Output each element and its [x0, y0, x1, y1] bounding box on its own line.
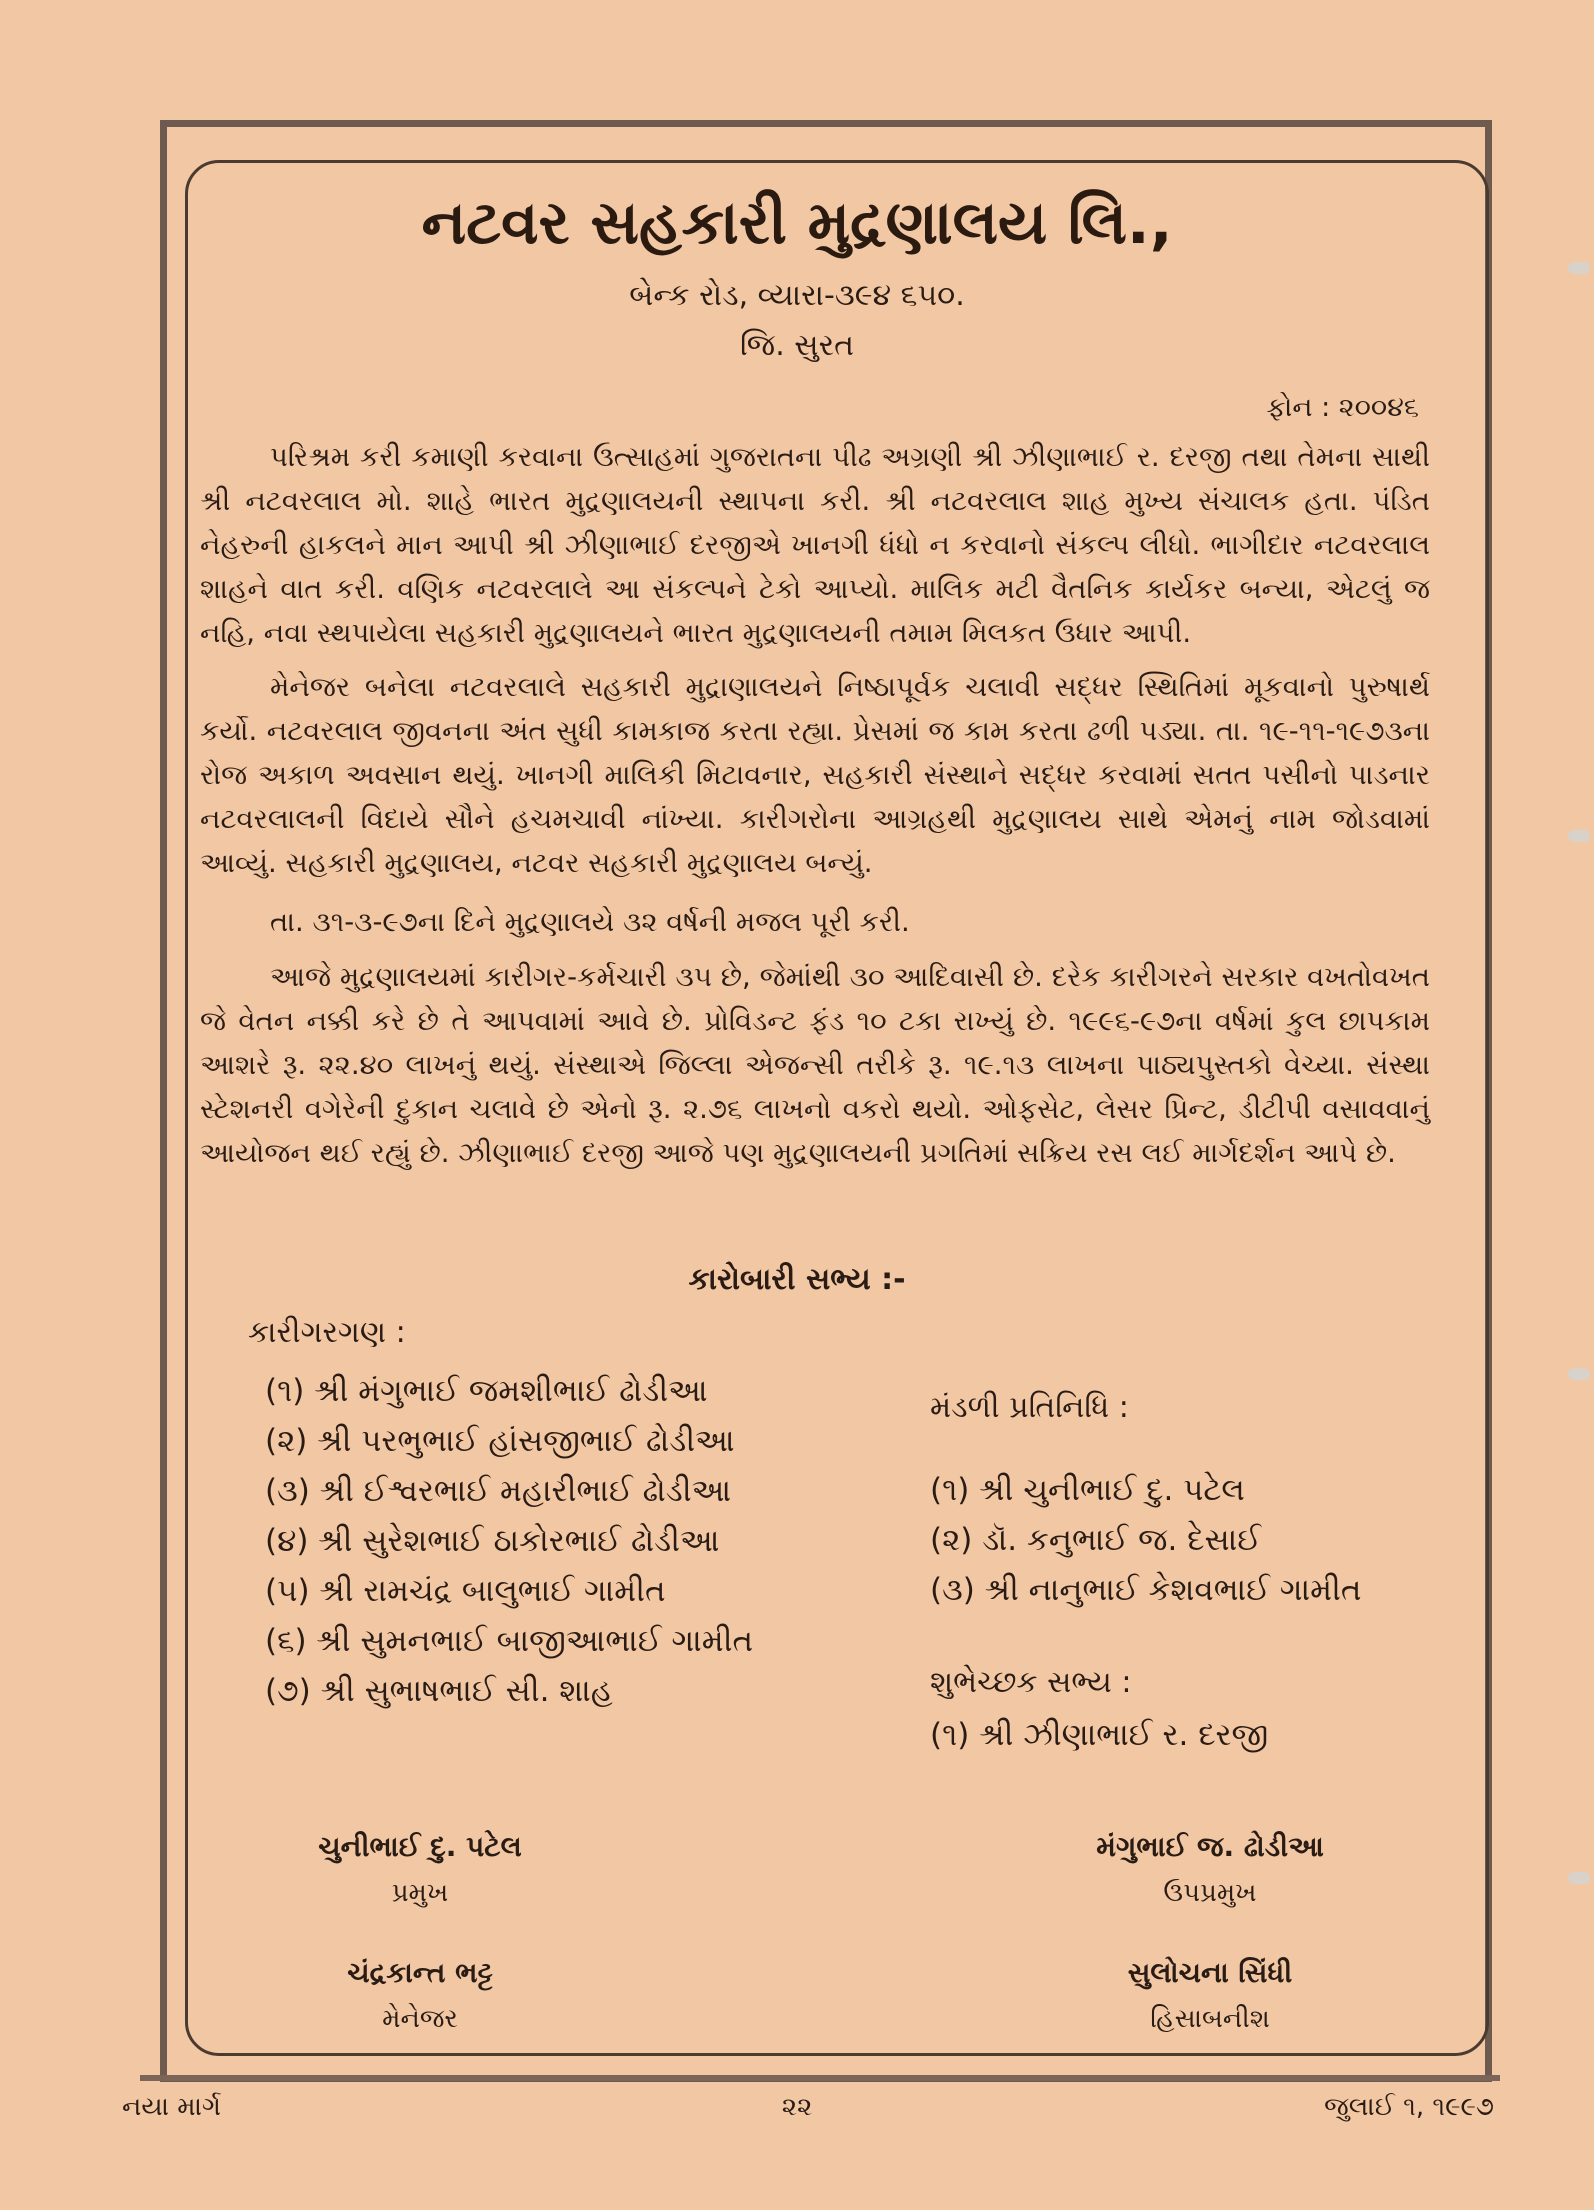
- organization-address: બેન્ક રોડ, વ્યારા-૩૯૪ ૬૫૦.: [629, 278, 965, 313]
- signatory-title: મેનેજર: [382, 2004, 458, 2034]
- staple-mark: [1568, 1368, 1590, 1380]
- society-representatives-list: [930, 1465, 1361, 1615]
- organization-title: નટવર સહકારી મુદ્રણાલય લિ.,: [421, 188, 1173, 258]
- signatory-president: [240, 1824, 600, 1916]
- phone-number: ફોન : ૨૦૦૪૬: [1266, 392, 1419, 423]
- milestone-paragraph: તા. ૩૧-૩-૯૭ના દિને મુદ્રણાલયે ૩૨ વર્ષની મજલ પૂરી કરી.: [270, 906, 910, 938]
- wellwisher-heading: શુભેચ્છક સભ્ય :: [930, 1665, 1132, 1700]
- footer-rule: [140, 2075, 1500, 2081]
- list-item: (૩) શ્રી નાનુભાઈ કેશવભાઈ ગામીત: [930, 1572, 1362, 1608]
- executive-members-heading: કારોબારી સભ્ય :-: [688, 1262, 906, 1297]
- history-paragraph: મેનેજર બનેલા નટવરલાલે સહકારી મુદ્રાણાલયને નિષ્ઠાપૂર્વક ચલાવી સદ્ધર સ્થિતિમાં મૂકવાનો પુરુષાર્થ કર્યો. નટવરલાલ જીવનના અંત સુધી કામકાજ કરતા રહ્યા. પ્રેસમાં જ કામ કરતા ઢળી પડ્યા. તા. ૧૯-૧૧-૧૯૭૩ના રોજ અકાળ અવસાન થયું. ખાનગી માલિકી મિટાવનાર, સહકારી સંસ્થાને સદ્ધર કરવામાં સતત પસીનો પાડનાર નટવરલાલની વિદાયે સૌને હચમચાવી નાંખ્યા. કારીગરોના આગ્રહથી મુદ્રણાલય સાથે એમનું નામ જોડવામાં આવ્યું. સહકારી મુદ્રણાલય, નટવર સહકારી મુદ્રણાલય બન્યું.: [200, 671, 1430, 879]
- signatory-name: સુલોચના સિંધી: [1127, 1956, 1293, 1989]
- workers-list: [265, 1366, 753, 1716]
- history-paragraph: પરિશ્રમ કરી કમાણી કરવાના ઉત્સાહમાં ગુજરાતના પીઢ અગ્રણી શ્રી ઝીણાભાઈ ર. દરજી તથા તેમના સાથી શ્રી નટવરલાલ મો. શાહે ભારત મુદ્રણાલયની સ્થાપના કરી. શ્રી નટવરલાલ શાહ મુખ્ય સંચાલક હતા. પંડિત નેહરુની હાકલને માન આપી શ્રી ઝીણાભાઈ દરજીએ ખાનગી ધંધો ન કરવાનો સંકલ્પ લીધો. ભાગીદાર નટવરલાલ શાહને વાત કરી. વણિક નટવરલાલે આ સંકલ્પને ટેકો આપ્યો. માલિક મટી વૈતનિક કાર્યકર બન્યા, એટલું જ નહિ, નવા સ્થપાયેલા સહકારી મુદ્રણાલયને ભારત મુદ્રણાલયની તમામ મિલકત ઉધાર આપી.: [200, 441, 1430, 649]
- signatory-name: મંગુભાઈ જ. ઢોડીઆ: [1096, 1830, 1324, 1863]
- signatory-name: ચંદ્રકાન્ત ભટ્ટ: [347, 1956, 493, 1989]
- society-representatives-heading: મંડળી પ્રતિનિધિ :: [930, 1390, 1129, 1425]
- list-item: (૨) ડૉ. કનુભાઈ જ. દેસાઈ: [930, 1522, 1262, 1558]
- wellwisher-list: [930, 1710, 1268, 1760]
- signatory-title: હિસાબનીશ: [1150, 2004, 1270, 2034]
- publication-name: નયા માર્ગ: [122, 2092, 222, 2122]
- signatory-vice-president: [1030, 1824, 1390, 1916]
- list-item: (૭) શ્રી સુભાષભાઈ સી. શાહ: [265, 1673, 613, 1709]
- list-item: (૩) શ્રી ઈશ્વરભાઈ મહારીભાઈ ઢોડીઆ: [265, 1473, 732, 1509]
- signatory-manager: [240, 1950, 600, 2042]
- staple-mark: [1568, 1872, 1590, 1884]
- organization-district: જિ. સુરત: [740, 328, 854, 363]
- list-item: (૧) શ્રી ચુનીભાઈ દુ. પટેલ: [930, 1472, 1245, 1508]
- workers-heading: કારીગરગણ :: [248, 1315, 406, 1350]
- signatory-title: પ્રમુખ: [391, 1878, 449, 1908]
- signatory-name: ચુનીભાઈ દુ. પટેલ: [318, 1830, 522, 1863]
- list-item: (૧) શ્રી મંગુભાઈ જમશીભાઈ ઢોડીઆ: [265, 1373, 708, 1409]
- list-item: (૧) શ્રી ઝીણાભાઈ ર. દરજી: [930, 1717, 1269, 1753]
- list-item: (૨) શ્રી પરભુભાઈ હાંસજીભાઈ ઢોડીઆ: [265, 1423, 735, 1459]
- list-item: (૬) શ્રી સુમનભાઈ બાજીઆભાઈ ગામીત: [265, 1623, 754, 1659]
- publication-date: જુલાઈ ૧, ૧૯૯૭: [1324, 2092, 1494, 2122]
- signatory-title: ઉપપ્રમુખ: [1163, 1878, 1257, 1908]
- list-item: (૪) શ્રી સુરેશભાઈ ઠાકોરભાઈ ઢોડીઆ: [265, 1523, 720, 1559]
- staple-mark: [1568, 830, 1590, 842]
- staple-mark: [1568, 262, 1590, 274]
- signatory-accountant: [1030, 1950, 1390, 2042]
- current-status-paragraph: આજે મુદ્રણાલયમાં કારીગર-કર્મચારી ૩૫ છે, જેમાંથી ૩૦ આદિવાસી છે. દરેક કારીગરને સરકાર વખતોવખત જે વેતન નક્કી કરે છે તે આપવામાં આવે છે. પ્રોવિડન્ટ ફંડ ૧૦ ટકા રાખ્યું છે. ૧૯૯૬-૯૭ના વર્ષમાં કુલ છાપકામ આશરે રૂ. ૨૨.૪૦ લાખનું થયું. સંસ્થાએ જિલ્લા એજન્સી તરીકે રૂ. ૧૯.૧૩ લાખના પાઠ્યપુસ્તકો વેચ્યા. સંસ્થા સ્ટેશનરી વગેરેની દુકાન ચલાવે છે એનો રૂ. ૨.૭૬ લાખનો વકરો થયો. ઓફસેટ, લેસર પ્રિન્ટ, ડીટીપી વસાવવાનું આયોજન થઈ રહ્યું છે. ઝીણાભાઈ દરજી આજે પણ મુદ્રણાલયની પ્રગતિમાં સક્રિય રસ લઈ માર્ગદર્શન આપે છે.: [200, 961, 1430, 1169]
- list-item: (૫) શ્રી રામચંદ્ર બાલુભાઈ ગામીત: [265, 1573, 666, 1609]
- page-number: ૨૨: [781, 2092, 813, 2122]
